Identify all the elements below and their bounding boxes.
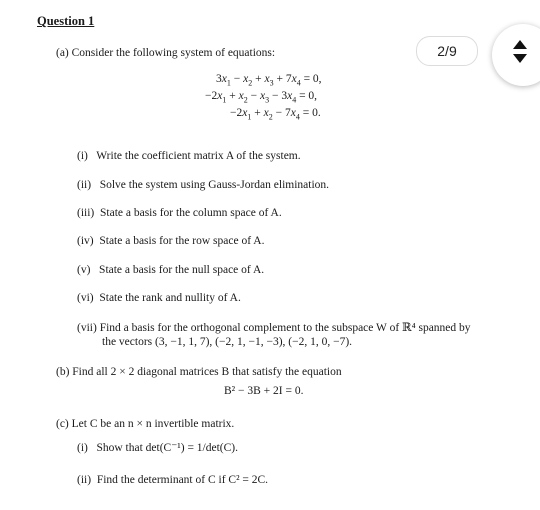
page-nav-button[interactable]: [492, 24, 540, 86]
item-a-vii-cont: the vectors (3, −1, 1, 7), (−2, 1, −1, −3), (−2, 1, 0, −7).: [102, 336, 353, 348]
part-c-intro: (c) Let C be an n × n invertible matrix.: [56, 418, 235, 430]
item-c-ii: [77, 474, 268, 486]
item-num: (ii): [77, 474, 92, 486]
item-text: Find a basis for the orthogonal complement to the subspace W of ℝ⁴ spanned by: [99, 322, 471, 334]
item-a-iii: [77, 207, 282, 219]
item-a-ii: [77, 179, 329, 191]
item-num: (v): [77, 264, 91, 276]
question-title: Question 1: [37, 14, 95, 28]
item-text: Find the determinant of C if C² = 2C.: [96, 474, 269, 486]
item-num: (i): [77, 150, 88, 162]
item-text: Show that det(C⁻¹) = 1/det(C).: [96, 442, 239, 454]
item-num: (iii): [77, 207, 95, 219]
item-num: (ii): [77, 179, 92, 191]
equation-1: $3x_1 - x_2 + x_3 + 7x_4 = 0$,: [216, 73, 322, 88]
item-num: (vi): [77, 292, 94, 304]
item-text: State the rank and nullity of A.: [99, 292, 241, 304]
item-a-vi: [77, 292, 241, 304]
item-text: Solve the system using Gauss-Jordan elimination.: [99, 179, 330, 191]
item-num: (i): [77, 442, 88, 454]
item-num: (iv): [77, 235, 94, 247]
page-indicator-text: 2/9: [437, 43, 457, 59]
item-text: State a basis for the column space of A.: [100, 207, 282, 219]
item-a-iv: [77, 235, 264, 247]
page-indicator: [416, 36, 478, 66]
item-text: Write the coefficient matrix A of the system.: [96, 150, 301, 162]
equation-3: $-2x_1 + x_2 - 7x_4 = 0$.: [230, 107, 321, 122]
part-b-equation: B² − 3B + 2I = 0.: [224, 385, 304, 397]
item-text: State a basis for the null space of A.: [99, 264, 265, 276]
item-a-i: [77, 150, 301, 162]
item-a-v: [77, 264, 264, 276]
equation-2: $-2x_1 + x_2 - x_3 - 3x_4 = 0$,: [205, 90, 318, 105]
item-num: (vii): [77, 322, 97, 334]
part-b-intro: (b) Find all 2 × 2 diagonal matrices B that satisfy the equation: [56, 366, 342, 378]
item-text: State a basis for the row space of A.: [99, 235, 265, 247]
item-a-vii: [77, 320, 471, 334]
chevron-up-icon[interactable]: [513, 40, 527, 49]
item-c-i: [77, 440, 238, 454]
part-a-intro: (a) Consider the following system of equations:: [56, 47, 276, 59]
chevron-down-icon[interactable]: [513, 54, 527, 63]
